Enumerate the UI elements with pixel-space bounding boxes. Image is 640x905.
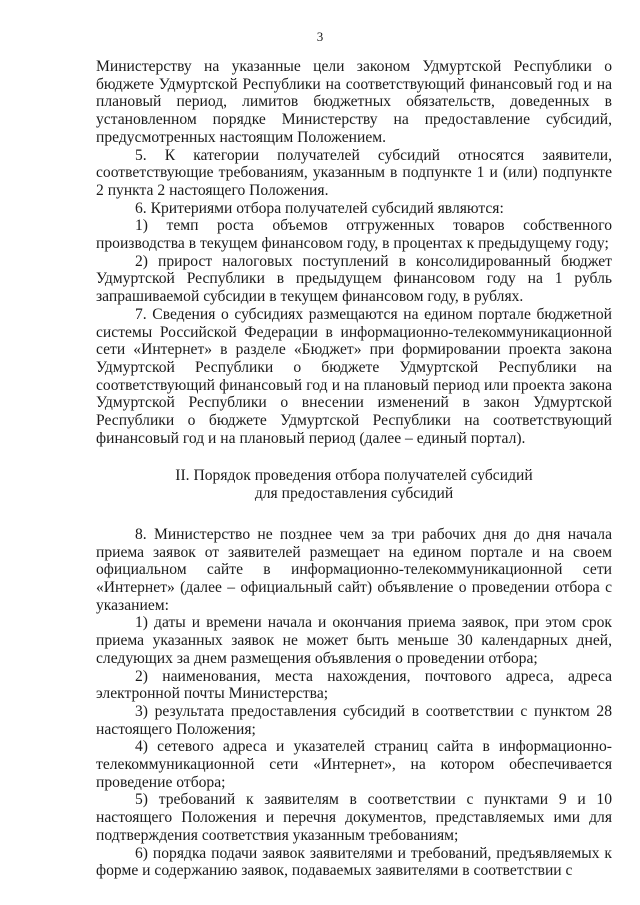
paragraph-p-cont: Министерству на указанные цели законом Удмуртской Республики о бюджете Удмуртской Республики на соответствующий финансовый год и на плановый период, лимитов бюджетных обязательств, доведенных в установленном порядке Министерству на предоставление субсидий, предусмотренных настоящим Положением. <box>96 58 612 146</box>
paragraph-p8: 8. Министерство не позднее чем за три рабочих дня до дня начала приема заявок от заявителей размещает на едином портале и на своем официальном сайте в информационно-телекоммуникационной сети «Интернет» (далее – официальный сайт) объявление о проведении отбора с указанием: <box>96 525 612 614</box>
paragraph-p6-1: 1) темп роста объемов отгруженных товаров собственного производства в текущем финансовом году, в процентах к предыдущему году; <box>96 217 612 253</box>
paragraph-p8-2: 2) наименования, места нахождения, почтового адреса, адреса электронной почты Министерства; <box>96 667 612 703</box>
paragraphs-bottom <box>96 526 612 880</box>
section-heading-line-2: для предоставления субсидий <box>254 485 454 503</box>
paragraph-p8-5: 5) требований к заявителям в соответствии с пунктами 9 и 10 настоящего Положения и перечня документов, представляемых ими для подтверждения соответствия указанным требованиям; <box>96 791 612 844</box>
document-body <box>96 58 612 880</box>
paragraph-p6: 6. Критериями отбора получателей субсидий являются: <box>135 199 504 217</box>
paragraph-p8-1: 1) даты и времени начала и окончания приема заявок, при этом срок приема указанных заявок не может быть меньше 30 календарных дней, следующих за днем размещения объявления о проведении отбора; <box>96 614 612 667</box>
paragraph-p8-3: 3) результата предоставления субсидий в соответствии с пунктом 28 настоящего Положения; <box>96 702 612 738</box>
page-number: 3 <box>316 29 324 44</box>
paragraph-p8-4: 4) сетевого адреса и указателей страниц сайта в информационно-телекоммуникационной сети «Интернет», на котором обеспечивается проведение отбора; <box>96 738 612 791</box>
paragraph-p7: 7. Сведения о субсидиях размещаются на едином портале бюджетной системы Российской Федерации в информационно-телекоммуникационной сети «Интернет» в разделе «Бюджет» при формировании проекта закона Удмуртской Республики о бюджете Удмуртской Республики на соответствующий финансовый год и на плановый период или проекта закона Удмуртской Республики о внесении изменений в закон Удмуртской Республики о бюджете Удмуртской Республики на соответствующий финансовый год и на плановый период (далее – единый портал). <box>96 305 612 447</box>
section-heading-line-1: II. Порядок проведения отбора получателей субсидий <box>175 467 533 485</box>
section-heading <box>96 467 612 502</box>
paragraph-p5: 5. К категории получателей субсидий относятся заявители, соответствующие требованиям, указанным в подпункте 1 и (или) подпункте 2 пункта 2 настоящего Положения. <box>96 146 612 199</box>
paragraphs-top <box>96 58 612 447</box>
paragraph-p8-6: 6) порядка подачи заявок заявителями и требований, предъявляемых к форме и содержанию заявок, подаваемых заявителями в соответствии с <box>96 844 612 880</box>
paragraph-p6-2: 2) прирост налоговых поступлений в консолидированный бюджет Удмуртской Республики в предыдущем финансовом году на 1 рубль запрашиваемой субсидии в текущем финансовом году, в рублях. <box>96 252 612 306</box>
